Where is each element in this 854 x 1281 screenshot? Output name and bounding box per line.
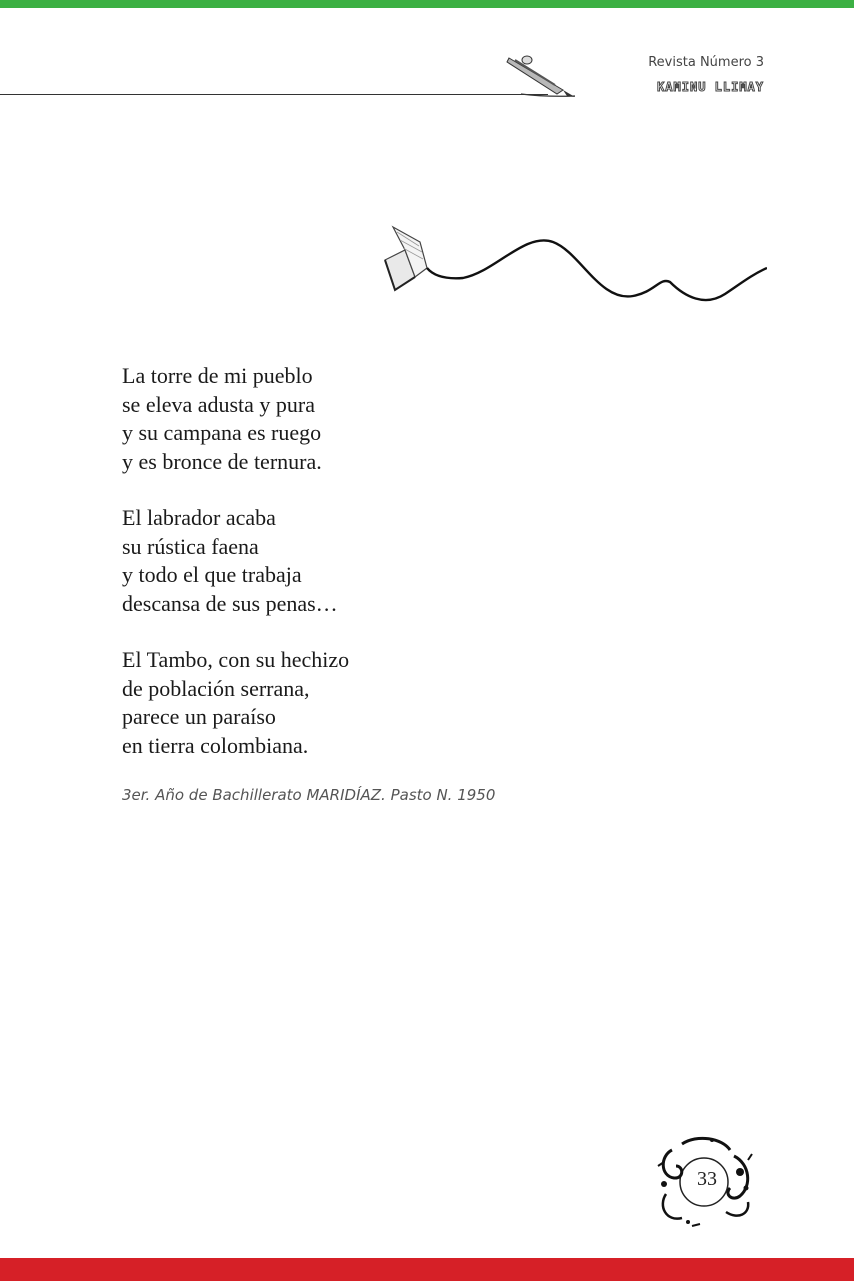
fountain-pen-icon [505, 50, 580, 102]
poem-line: parece un paraíso [122, 704, 276, 729]
poem-line: y todo el que trabaja [122, 562, 302, 587]
header-rule [0, 94, 548, 95]
poem-line: y su campana es ruego [122, 420, 322, 445]
poem-line: El Tambo, con su hechizo [122, 647, 350, 672]
poem [122, 362, 622, 788]
page-number: 33 [697, 1168, 717, 1190]
open-book-icon [375, 222, 767, 312]
magazine-brand: KAMINU LLIMAY [657, 80, 764, 94]
poem-line: en tierra colombiana. [122, 732, 309, 758]
poem-credit: 3er. Año de Bachillerato MARIDÍAZ. Pasto N. 1950 [122, 786, 496, 804]
poem-line: descansa de sus penas… [122, 590, 338, 616]
top-color-bar [0, 0, 854, 8]
poem-line: se eleva adusta y pura [122, 391, 316, 417]
poem-line: El labrador acaba [122, 505, 276, 530]
poem-stanza [122, 504, 622, 618]
poem-stanza [122, 362, 622, 476]
poem-line: de población serrana, [122, 675, 310, 701]
magazine-issue: Revista Número 3 [648, 55, 764, 70]
poem-line: La torre de mi pueblo [122, 363, 313, 388]
poem-stanza [122, 646, 622, 760]
bottom-color-bar [0, 1258, 854, 1281]
poem-line: y es bronce de ternura. [122, 448, 322, 474]
poem-line: su rústica faena [122, 533, 259, 559]
